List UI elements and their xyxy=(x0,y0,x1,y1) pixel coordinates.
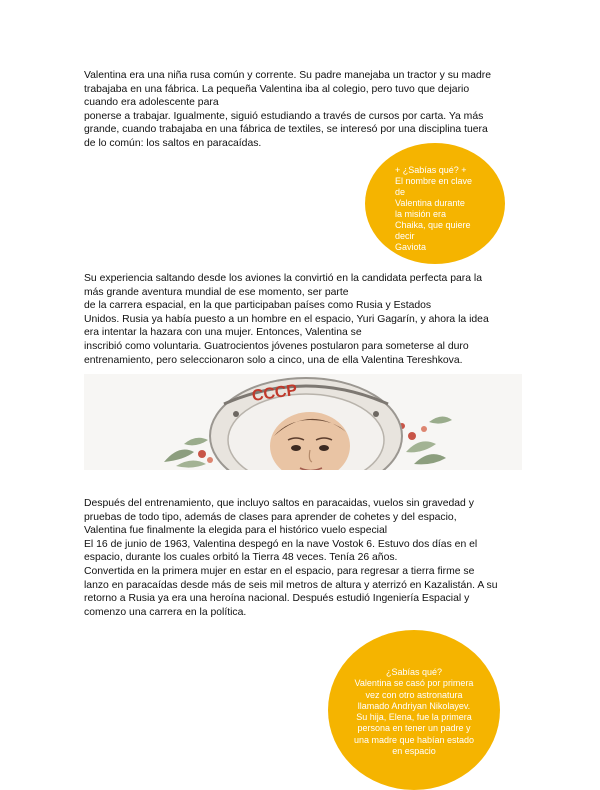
bubble-line: persona en tener un padre y xyxy=(357,723,471,734)
text-line: pruebas de todo tipo, además de clases para aprender de cohetes y del espacio, xyxy=(84,511,457,523)
did-you-know-bubble-family xyxy=(328,630,500,790)
text-line: lanzo en paracaídas desde más de seis mil metros de altura y aterrizó en Kazalistán. A su xyxy=(84,579,498,591)
paragraph-flight xyxy=(84,497,524,619)
text-line: Valentina fue finalmente la elegida para el histórico vuelo especial xyxy=(84,525,388,537)
text-line: inscribió como voluntaria. Guatrocientos jóvenes postularon para someterse al duro xyxy=(84,340,469,352)
text-line: era intentar la hazara con una mujer. Entonces, Valentina se xyxy=(84,327,362,339)
did-you-know-bubble-codename xyxy=(365,143,505,264)
bubble-line: Valentina durante xyxy=(395,198,465,208)
bubble-line: vez con otro astronatura xyxy=(365,689,463,700)
text-line: El 16 de junio de 1963, Valentina despegó en la nave Vostok 6. Estuvo dos días en el xyxy=(84,538,478,550)
floral-decoration-left xyxy=(164,438,213,468)
bubble-line: una madre que habían estado xyxy=(353,734,475,745)
text-line: más grande aventura mundial de ese momento, ser parte xyxy=(84,286,349,298)
text-line: Unidos. Rusia ya había puesto a un hombre en el espacio, Yuri Gagarín, y ahora la idea xyxy=(84,313,489,325)
bubble-line: Chaika, que quiere xyxy=(395,220,471,230)
bubble-line: Valentina se casó por primera xyxy=(354,678,474,689)
text-line: de la carrera espacial, en la que participaban países como Rusia y Estados xyxy=(84,300,432,312)
text-line: retorno a Rusia ya era una heroína nacional. Después estudió Ingeniería Espacial y xyxy=(84,593,470,605)
text-line: entrenamiento, pero seleccionaron solo a cinco, una de ella Valentina Tereshkova. xyxy=(84,354,463,366)
text-line: Valentina era una niña rusa común y corrente. Su padre manejaba un tractor y su madre xyxy=(84,70,492,81)
bubble-line: El nombre en clave xyxy=(395,176,473,186)
cosmonaut-illustration xyxy=(84,374,522,470)
bubble-line: Su hija, Elena, fue la primera xyxy=(356,712,472,723)
text-line: cuando era adolescente para xyxy=(84,97,219,109)
text-line: Convertida en la primera mujer en estar en el espacio, para regresar a tierra firme se xyxy=(84,565,475,577)
bubble-line: Gaviota xyxy=(395,242,427,252)
text-line: grande, cuando trabajaba en una fábrica de textiles, se interesó por una disciplina tuera xyxy=(84,124,488,136)
bubble-line: ¿Sabías qué? xyxy=(385,667,443,677)
bubble-line: la misión era xyxy=(395,209,447,219)
text-line: comenzo una carrera en la política. xyxy=(84,606,247,618)
bubble-line: decir xyxy=(395,231,415,241)
helmet-cccp-text: CCCP xyxy=(250,381,299,405)
text-line: de lo común: los saltos en paracaídas. xyxy=(84,137,262,149)
text-line: ponerse a trabajar. Igualmente, siguió estudiando a través de cursos por carta. Ya más xyxy=(84,110,484,122)
text-line: trabajaba en una fábrica. La pequeña Valentina iba al colegio, pero tuvo que dejario xyxy=(84,83,470,95)
cosmonaut-drawing xyxy=(84,374,522,470)
paragraph-space-race xyxy=(84,272,524,367)
bubble-line: de xyxy=(395,187,406,197)
text-line: Después del entrenamiento, que incluyo saltos en paracaidas, vuelos sin gravedad y xyxy=(84,498,474,509)
bubble-line: llamado Andriyan Nikolayev. xyxy=(357,700,471,711)
paragraph-childhood xyxy=(84,69,524,151)
floral-decoration-right xyxy=(399,416,452,464)
bubble-line: en espacio xyxy=(392,746,436,757)
text-line: espacio, durante los cuales orbitó la Tierra 48 veces. Tenía 26 años. xyxy=(84,552,398,564)
text-line: Su experiencia saltando desde los aviones la convirtió en la candidata perfecta para la xyxy=(84,273,482,284)
bubble-line: + ¿Sabías qué? + xyxy=(395,165,467,175)
